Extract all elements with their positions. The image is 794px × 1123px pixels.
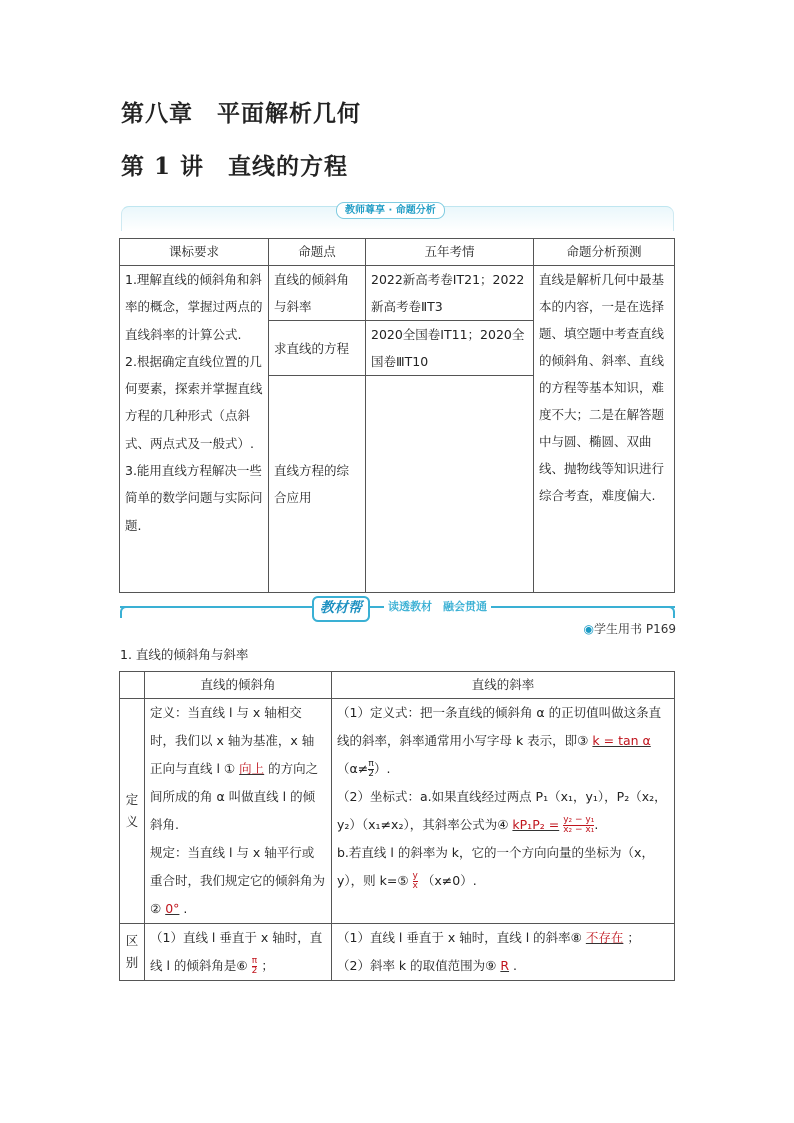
requirement-1: 1.理解直线的倾斜角和斜率的概念，掌握过两点的直线斜率的计算公式.	[125, 272, 263, 342]
banner-left-cap	[120, 606, 132, 618]
row-label-difference: 区别	[120, 924, 145, 981]
slope-def1-end: ）.	[373, 761, 391, 776]
student-book-label: 学生用书 P169	[594, 622, 676, 636]
point-2: 求直线的方程	[269, 321, 366, 376]
answer-8: 不存在	[585, 930, 624, 945]
textbook-tag: 教材帮	[312, 596, 370, 622]
slope-def1-post: （α≠	[337, 761, 369, 776]
textbook-banner	[120, 597, 675, 619]
point-3: 直线方程的综合应用	[269, 376, 366, 593]
angle-definition: 定义：当直线 l 与 x 轴相交时，我们以 x 轴为基准，x 轴正向与直线 l ① 向上 的方向之间所成的角 α 叫做直线 l 的倾斜角. 规定：当直线 l 与 x 轴平行或重合时，我们规定它的倾斜角为② 0° .	[145, 699, 332, 924]
diff-slope1-text: （1）直线 l 垂直于 x 轴时，直线 l 的斜率⑧	[337, 930, 582, 945]
textbook-subtitle: 读透教材 融会贯通	[384, 597, 491, 617]
ref-dot-icon: ◉	[583, 622, 595, 636]
analysis-table	[119, 238, 675, 593]
requirements-cell	[120, 266, 269, 593]
angle-def-text: 定义：当直线 l 与 x 轴相交时，我们以 x 轴为基准，x 轴正向与直线 l ①	[150, 705, 315, 776]
teacher-banner	[121, 206, 674, 231]
header-requirements: 课标要求	[120, 239, 269, 266]
slope-def2c-text: （x≠0）.	[421, 873, 477, 888]
answer-9: R	[500, 958, 510, 973]
slope-def2-text: （2）坐标式：a.如果直线经过两点 P₁（x₁，y₁），P₂（x₂，y₂）（x₁≠x₂），其斜率公式为④	[337, 789, 667, 832]
exam-2: 2020全国卷ⅠT11；2020全国卷ⅢT10	[366, 320, 533, 375]
header-slope: 直线的斜率	[332, 672, 675, 699]
lecture-title: 第 1 讲 直线的方程	[121, 153, 349, 180]
pi-over-2-fraction: $\frac{\pi}{2}$	[368, 759, 374, 779]
chapter-title: 第八章 平面解析几何	[121, 100, 361, 127]
answer-6	[248, 956, 262, 976]
slope-def1-text: （1）定义式：把一条直线的倾斜角 α 的正切值叫做这条直线的斜率，斜率通常用小写字母 k 表示，即③	[337, 705, 662, 748]
answer-3: k = tan α	[592, 733, 651, 748]
teacher-banner-label: 教师尊享 · 命题分析	[336, 202, 445, 219]
requirement-3: 3.能用直线方程解决一些简单的数学问题与实际问题.	[125, 463, 263, 533]
pi-over-2-answer: $\frac{\pi}{2}$	[251, 956, 258, 976]
requirement-2: 2.根据确定直线位置的几何要素，探索并掌握直线方程的几种形式（点斜式、两点式及一般式）.	[125, 353, 263, 451]
prediction-cell: 直线是解析几何中最基本的内容，一是在选择题、填空题中考查直线的倾斜角、斜率、直线的方程等基本知识，难度不大；二是在解答题中与圆、椭圆、双曲线、抛物线等知识进行综合考查，难度偏大.	[534, 266, 675, 593]
slope-def2b-text: b.若直线 l 的斜率为 k，它的一个方向向量的坐标为（x，y），则 k=⑤	[337, 845, 654, 888]
section-title: 1. 直线的倾斜角与斜率	[120, 647, 249, 662]
header-blank	[120, 672, 145, 699]
slope-difference: （1）直线 l 垂直于 x 轴时，直线 l 的斜率⑧ 不存在 ； （2）斜率 k 的取值范围为⑨ R .	[332, 924, 675, 981]
answer-1: 向上	[239, 761, 265, 776]
diff-angle-text: （1）直线 l 垂直于 x 轴时，直线 l 的倾斜角是⑥	[150, 930, 323, 973]
point-1: 直线的倾斜角与斜率	[269, 266, 366, 321]
banner-right-cap	[663, 606, 675, 618]
answer-4: kP₁P₂ =	[512, 817, 560, 832]
header-prediction: 命题分析预测	[534, 239, 675, 266]
angle-rule-text: 规定：当直线 l 与 x 轴平行或重合时，我们规定它的倾斜角为②	[150, 845, 326, 916]
row-label-definition: 定义	[120, 699, 145, 924]
y-over-x-fraction: $\frac{y}{x}$	[412, 871, 418, 891]
answer-5	[409, 871, 422, 891]
slope-table	[119, 671, 675, 981]
student-book-ref	[584, 620, 676, 637]
answer-2: 0°	[165, 901, 180, 916]
exams-cell	[366, 266, 534, 376]
header-angle: 直线的倾斜角	[145, 672, 332, 699]
exam-1: 2022新高考卷ⅠT21；2022新高考卷ⅡT3	[371, 272, 525, 314]
slope-definition: （1）定义式：把一条直线的倾斜角 α 的正切值叫做这条直线的斜率，斜率通常用小写字母 k 表示，即③ k = tan α（α≠ $\frac{\pi}{2}$ ）. （2）坐标式：a.如果直线经过两点 P₁（x₁，y₁），P₂（x₂，y₂）（x₁≠x₂），其斜率公式为④ kP₁P₂ = $\frac{\text{y₂ − y₁}}{\text{x₂ − x₁}}$ . b.若直线 l 的斜率为 k，它的一个方向向量的坐标为（x，y），则 k=⑤ $\frac{y}{x}$ （x≠0）.	[332, 699, 675, 924]
diff-slope2-text: （2）斜率 k 的取值范围为⑨	[337, 958, 497, 973]
header-points: 命题点	[269, 239, 366, 266]
empty-cell	[366, 376, 534, 593]
header-exams: 五年考情	[366, 239, 534, 266]
slope-formula-fraction: $\frac{\text{y₂ − y₁}}{\text{x₂ − x₁}}$	[563, 815, 595, 835]
angle-def-post: 的方向之间所成的角 α 叫做直线 l 的倾斜角.	[150, 761, 319, 832]
angle-difference: （1）直线 l 垂直于 x 轴时，直线 l 的倾斜角是⑥ $\frac{\pi}{2}$ ；	[145, 924, 332, 981]
